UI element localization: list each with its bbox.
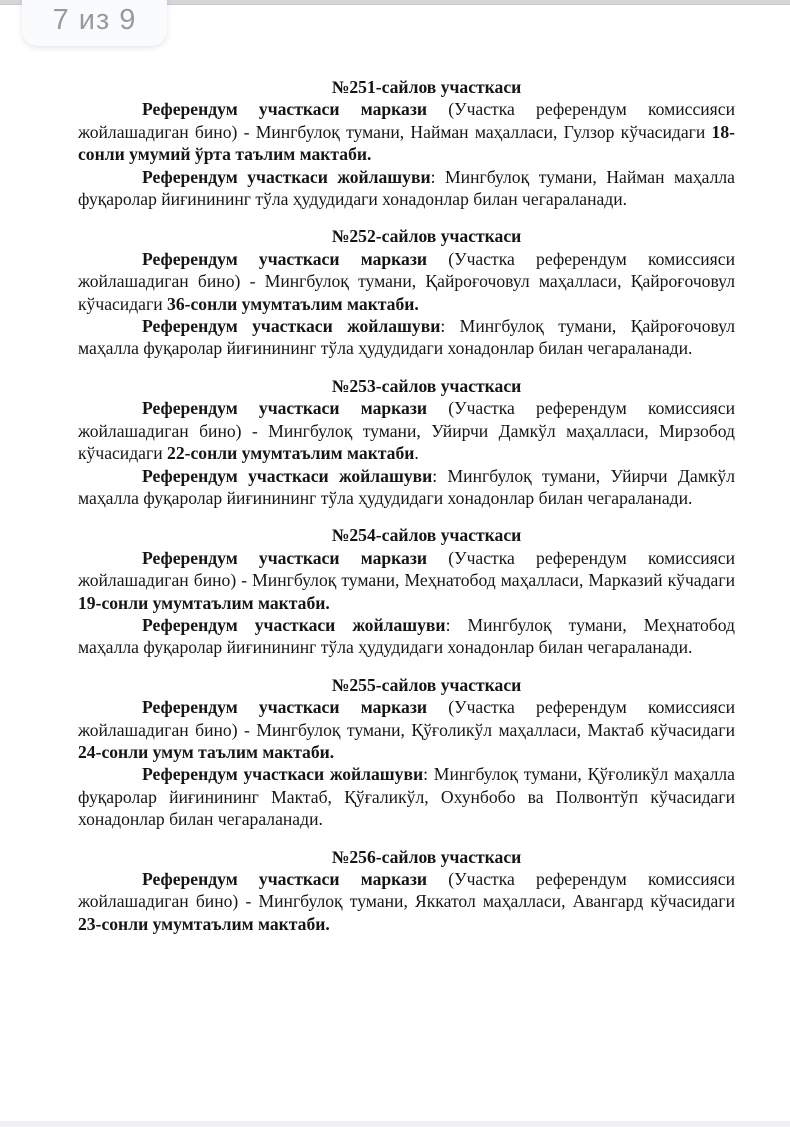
section-heading: №252-сайлов участкаси [331,226,522,247]
location-text: : Мингбулоқ тумани, Найман маҳалла фуқаролар йиғинининг тўла ҳудудидаги хонадонлар билан чегараланади. [78,166,735,210]
precinct-section [78,375,735,509]
center-school: 36-сонли умумтаълим мактаби. [167,293,419,314]
location-text: : Мингбулоқ тумани, Қўғоликўл маҳалла фуқаролар йиғинининг Мактаб, Қўғаликўл, Охунбобо ва Полвонтўп кўчасидаги хонадонлар билан чегараланади. [78,764,735,830]
page-indicator-badge [22,0,167,46]
location-paragraph [78,465,735,510]
center-after: . [414,443,419,464]
center-text: (Участка референдум комиссияси жойлашадиган бино) - Мингбулоқ тумани, Яккатол маҳалласи, Авангард кўчасидаги [78,869,735,912]
location-label: Референдум участкаси жойлашуви [142,166,431,187]
location-label: Референдум участкаси жойлашуви [142,465,433,486]
location-paragraph [78,166,735,211]
center-school: 18-сонли умумий ўрта таълим мактаби. [78,121,735,165]
center-paragraph [78,248,735,315]
precinct-section [78,846,735,936]
next-page-edge [0,1121,790,1127]
section-heading: №251-сайлов участкаси [331,77,522,97]
precinct-section [78,76,735,210]
precinct-section [78,225,735,359]
location-label: Референдум участкаси жойлашуви [142,316,441,337]
center-label: Референдум участкаси маркази [142,869,428,889]
document-page [78,76,735,935]
center-paragraph [78,696,735,763]
location-label: Референдум участкаси жойлашуви [142,764,424,785]
location-paragraph [78,315,735,360]
center-text: (Участка референдум комиссияси жойлашадиган бино) - Мингбулоқ тумани, Найман маҳалласи, Гулзор кўчасидаги [78,99,735,142]
center-label: Референдум участкаси маркази [142,248,428,269]
center-text: (Участка референдум комиссияси жойлашадиган бино) - Мингбулоқ тумани, Қўғоликўл маҳалласи, Мактаб кўчасидаги [78,697,735,740]
center-label: Референдум участкаси маркази [142,697,428,718]
center-paragraph [78,868,735,935]
precinct-section [78,524,735,658]
center-school: 23-сонли умумтаълим мактаби. [78,913,330,934]
center-school: 24-сонли умум таълим мактаби. [78,741,335,762]
section-heading: №253-сайлов участкаси [331,375,522,396]
location-text: : Мингбулоқ тумани, Меҳнатобод маҳалла фуқаролар йиғинининг тўла ҳудудидаги хонадонлар билан чегараланади. [78,614,735,658]
location-text: : Мингбулоқ тумани, Қайроғочовул маҳалла фуқаролар йиғинининг тўла ҳудудидаги хонадонлар билан чегараланади. [78,316,735,359]
location-text: : Мингбулоқ тумани, Уйирчи Дамкўл маҳалла фуқаролар йиғинининг тўла ҳудудидаги хонадонлар билан чегараланади. [78,465,735,508]
center-text: (Участка референдум комиссияси жойлашадиган бино) - Мингбулоқ тумани, Қайроғочовул маҳалласи, Қайроғочовул кўчасидаги [78,248,735,314]
center-paragraph [78,547,735,614]
center-label: Референдум участкаси маркази [142,99,428,120]
location-paragraph [78,614,735,659]
center-label: Референдум участкаси маркази [142,547,428,568]
center-text: (Участка референдум комиссияси жойлашадиган бино) - Мингбулоқ тумани, Меҳнатобод маҳалласи, Марказий кўчадаги [78,547,735,591]
page-indicator-label: 7 из 9 [52,3,137,36]
location-label: Референдум участкаси жойлашуви [142,614,446,635]
center-text: (Участка референдум комиссияси жойлашадиган бино) - Мингбулоқ тумани, Уйирчи Дамкўл маҳалласи, Мирзобод кўчасидаги [78,398,735,464]
location-paragraph [78,763,735,830]
center-school: 22-сонли умумтаълим мактаби [167,443,415,464]
center-school: 19-сонли умумтаълим мактаби. [78,592,330,613]
section-heading: №254-сайлов участкаси [331,525,522,546]
center-paragraph [78,98,735,165]
section-heading: №255-сайлов участкаси [331,674,522,695]
center-label: Референдум участкаси маркази [142,398,428,419]
center-paragraph [78,397,735,464]
section-heading: №256-сайлов участкаси [331,846,522,867]
precinct-section [78,674,735,831]
